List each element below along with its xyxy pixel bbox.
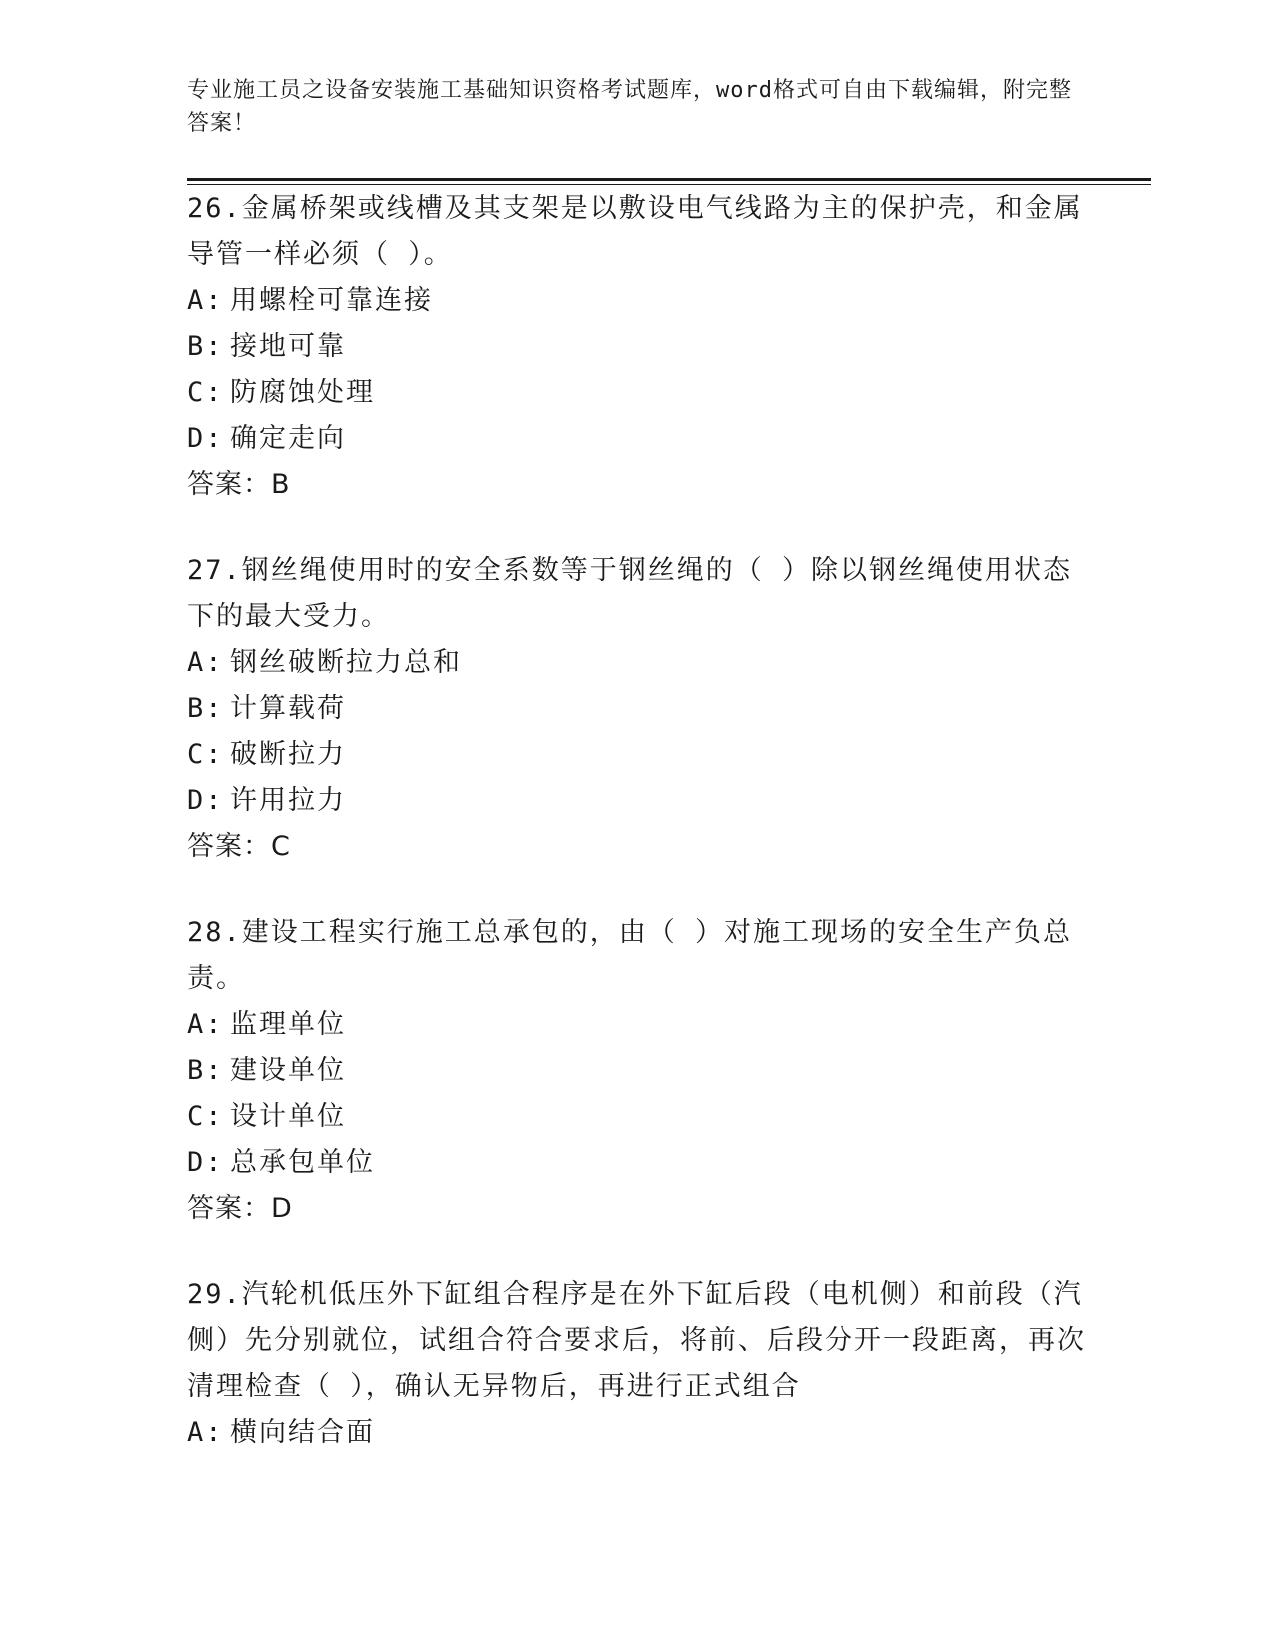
option-text: 建设单位: [230, 1055, 346, 1086]
answer-line: 答案：B: [187, 469, 291, 500]
question-stem: 26.金属桥架或线槽及其支架是以敷设电气线路为主的保护壳，和金属导管一样必须（ ）。: [187, 193, 1083, 270]
option-d: [187, 416, 1087, 462]
header-divider-thin: [187, 184, 1151, 185]
option-letter: C:: [187, 377, 224, 408]
option-letter: D:: [187, 423, 224, 454]
option-letter: D:: [187, 1147, 224, 1178]
answer-line: 答案：C: [187, 831, 291, 862]
option-a: [187, 1410, 1087, 1456]
question-stem: 29.汽轮机低压外下缸组合程序是在外下缸后段（电机侧）和前段（汽侧）先分别就位，试组合符合要求后，将前、后段分开一段距离，再次清理检查（ ），确认无异物后，再进行正式组合: [187, 1279, 1086, 1402]
option-letter: A:: [187, 1009, 224, 1040]
option-text: 破断拉力: [230, 739, 346, 770]
option-b: [187, 686, 1087, 732]
question-stem: 27.钢丝绳使用时的安全系数等于钢丝绳的（ ）除以钢丝绳使用状态下的最大受力。: [187, 555, 1073, 632]
option-letter: A:: [187, 647, 224, 678]
option-letter: D:: [187, 785, 224, 816]
option-text: 横向结合面: [230, 1417, 375, 1448]
option-a: [187, 1002, 1087, 1048]
option-text: 接地可靠: [230, 331, 346, 362]
question-29: [187, 1272, 1087, 1456]
option-letter: B:: [187, 693, 224, 724]
question-26: [187, 186, 1087, 508]
option-letter: A:: [187, 285, 224, 316]
option-letter: C:: [187, 739, 224, 770]
option-d: [187, 1140, 1087, 1186]
option-letter: C:: [187, 1101, 224, 1132]
option-text: 总承包单位: [230, 1147, 375, 1178]
option-text: 钢丝破断拉力总和: [230, 647, 462, 678]
option-a: [187, 278, 1087, 324]
option-a: [187, 640, 1087, 686]
question-27: [187, 548, 1087, 870]
option-text: 监理单位: [230, 1009, 346, 1040]
header-divider-thick: [187, 178, 1151, 181]
option-text: 计算载荷: [230, 693, 346, 724]
option-b: [187, 324, 1087, 370]
option-letter: B:: [187, 1055, 224, 1086]
option-text: 用螺栓可靠连接: [230, 285, 433, 316]
option-text: 设计单位: [230, 1101, 346, 1132]
option-text: 确定走向: [230, 423, 346, 454]
option-c: [187, 1094, 1087, 1140]
question-28: [187, 910, 1087, 1232]
option-letter: A:: [187, 1417, 224, 1448]
question-stem: 28.建设工程实行施工总承包的，由（ ）对施工现场的安全生产负总责。: [187, 917, 1073, 994]
option-c: [187, 732, 1087, 778]
option-letter: B:: [187, 331, 224, 362]
answer-line: 答案：D: [187, 1193, 293, 1224]
option-d: [187, 778, 1087, 824]
option-c: [187, 370, 1087, 416]
option-text: 防腐蚀处理: [230, 377, 375, 408]
option-text: 许用拉力: [230, 785, 346, 816]
document-header: 专业施工员之设备安装施工基础知识资格考试题库，word格式可自由下载编辑，附完整答案！: [187, 78, 1072, 136]
option-b: [187, 1048, 1087, 1094]
